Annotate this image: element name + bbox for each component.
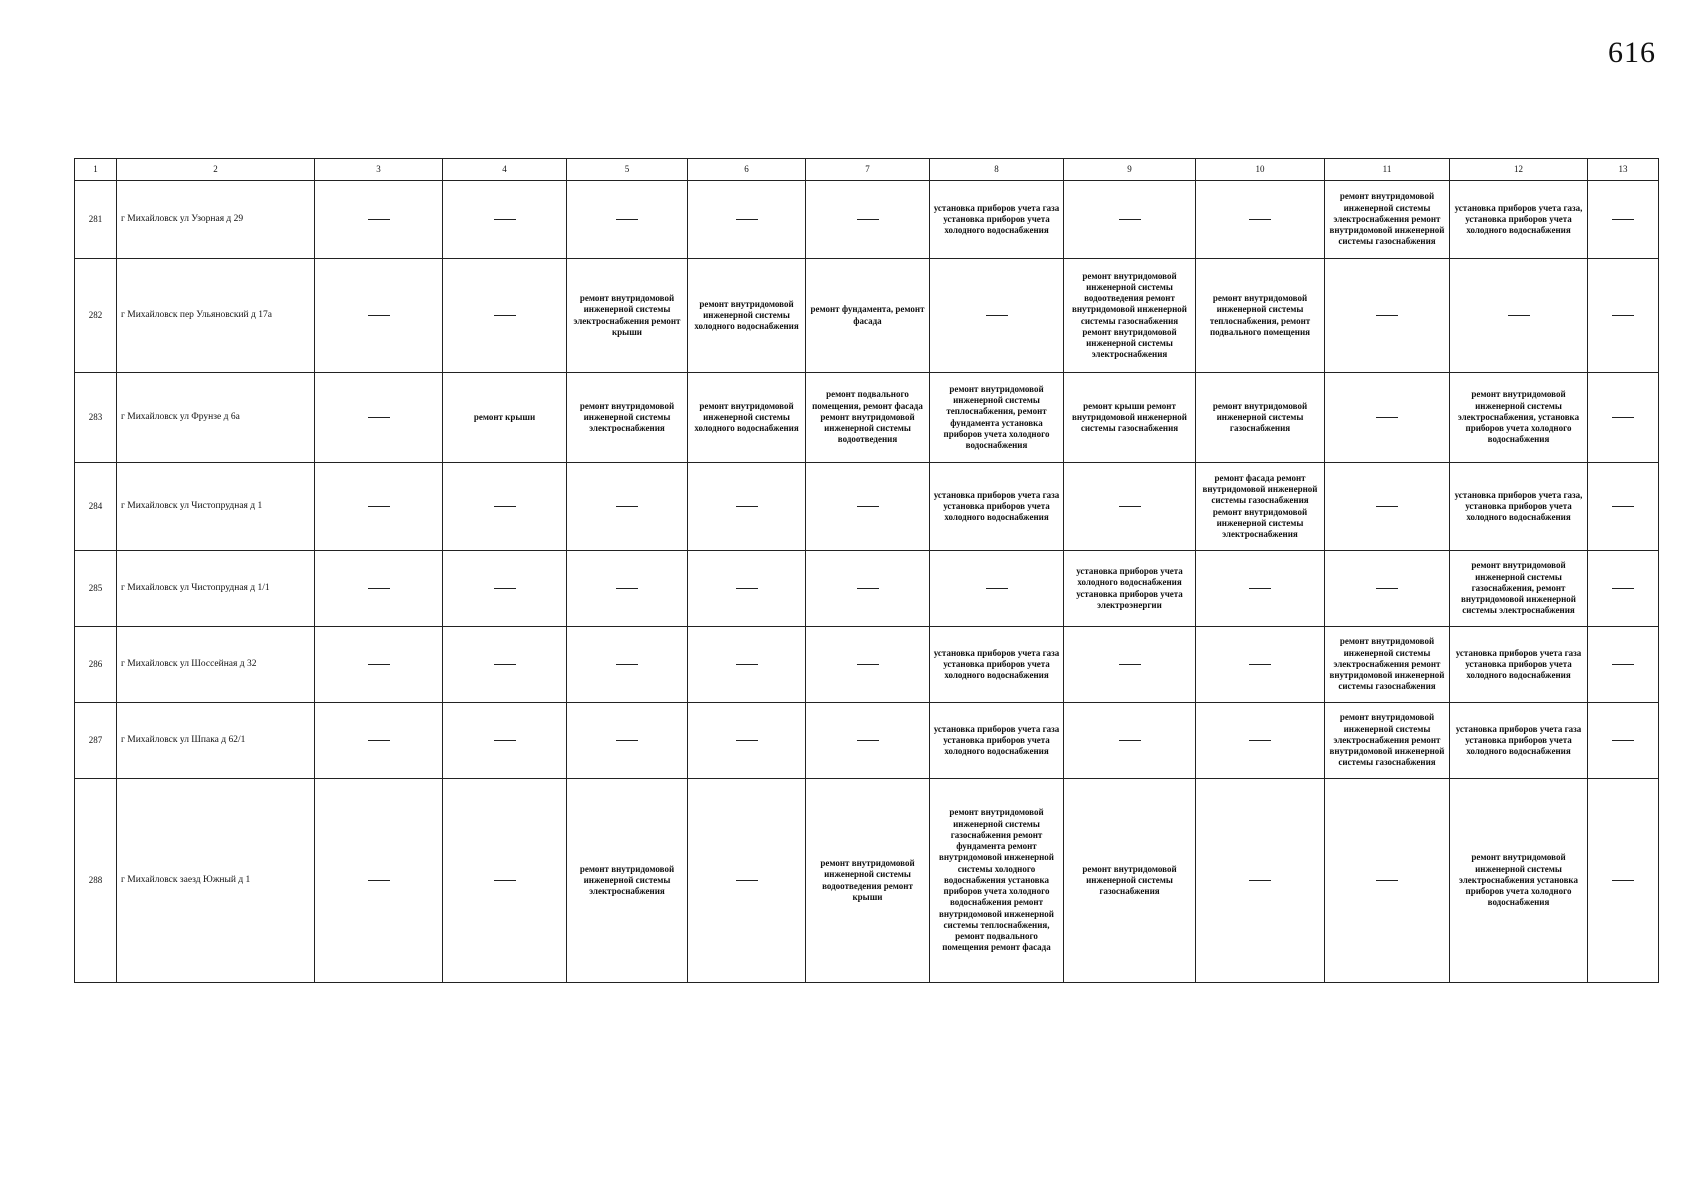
dash-mark [1376,315,1398,316]
address-cell: г Михайловск заезд Южный д 1 [117,779,315,983]
dash-mark [1612,219,1634,220]
dash-mark [1612,740,1634,741]
empty-cell [315,181,443,259]
dash-mark [986,588,1008,589]
empty-cell [1588,551,1659,627]
dash-mark [736,740,758,741]
dash-mark [494,315,516,316]
work-description-cell: ремонт фундамента, ремонт фасада [806,259,930,373]
empty-cell [567,627,688,703]
work-description-cell: ремонт подвального помещения, ремонт фасада ремонт внутридомовой инженерной системы водоотведения [806,373,930,463]
column-header: 5 [567,159,688,181]
empty-cell [806,703,930,779]
dash-mark [1249,740,1271,741]
dash-mark [857,506,879,507]
empty-cell [567,181,688,259]
empty-cell [1196,181,1325,259]
dash-mark [1612,588,1634,589]
dash-mark [494,506,516,507]
empty-cell [1588,779,1659,983]
dash-mark [1612,880,1634,881]
work-description-cell: ремонт внутридомовой инженерной системы электроснабжения установка приборов учета холодного водоснабжения [1450,779,1588,983]
table-row [75,551,1659,627]
empty-cell [806,181,930,259]
empty-cell [1325,779,1450,983]
table-row [75,181,1659,259]
row-number: 285 [75,551,117,627]
column-header: 3 [315,159,443,181]
empty-cell [315,627,443,703]
empty-cell [315,373,443,463]
column-number-header-row [75,159,1659,181]
empty-cell [443,627,567,703]
table-row [75,627,1659,703]
table-row [75,779,1659,983]
empty-cell [315,463,443,551]
dash-mark [1376,588,1398,589]
empty-cell [1196,551,1325,627]
work-description-cell: ремонт внутридомовой инженерной системы электроснабжения ремонт внутридомовой инженерной системы газоснабжения [1325,703,1450,779]
dash-mark [736,588,758,589]
dash-mark [1612,315,1634,316]
dash-mark [368,219,390,220]
column-header: 10 [1196,159,1325,181]
column-header: 4 [443,159,567,181]
work-description-cell: установка приборов учета холодного водоснабжения установка приборов учета электроэнергии [1064,551,1196,627]
dash-mark [857,588,879,589]
table-row [75,703,1659,779]
address-cell: г Михайловск ул Чистопрудная д 1 [117,463,315,551]
dash-mark [368,417,390,418]
row-number: 288 [75,779,117,983]
dash-mark [1376,880,1398,881]
dash-mark [736,664,758,665]
column-header: 12 [1450,159,1588,181]
column-header: 7 [806,159,930,181]
dash-mark [736,880,758,881]
work-description-cell: установка приборов учета газа установка приборов учета холодного водоснабжения [1450,703,1588,779]
dash-mark [368,740,390,741]
dash-mark [986,315,1008,316]
empty-cell [315,703,443,779]
work-description-cell: установка приборов учета газа установка приборов учета холодного водоснабжения [1450,627,1588,703]
empty-cell [1588,373,1659,463]
dash-mark [494,588,516,589]
work-description-cell: ремонт внутридомовой инженерной системы холодного водоснабжения [688,259,806,373]
address-cell: г Михайловск ул Узорная д 29 [117,181,315,259]
work-description-cell: ремонт внутридомовой инженерной системы водоотведения ремонт внутридомовой инженерной системы газоснабжения ремонт внутридомовой инженерной системы электроснабжения [1064,259,1196,373]
empty-cell [1588,703,1659,779]
empty-cell [688,627,806,703]
empty-cell [1064,703,1196,779]
address-cell: г Михайловск ул Шоссейная д 32 [117,627,315,703]
dash-mark [494,740,516,741]
empty-cell [443,779,567,983]
dash-mark [857,219,879,220]
dash-mark [616,219,638,220]
row-number: 287 [75,703,117,779]
column-header: 2 [117,159,315,181]
work-description-cell: установка приборов учета газа установка приборов учета холодного водоснабжения [930,463,1064,551]
row-number: 283 [75,373,117,463]
work-description-cell: ремонт внутридомовой инженерной системы электроснабжения, установка приборов учета холодного водоснабжения [1450,373,1588,463]
column-header: 13 [1588,159,1659,181]
column-header: 6 [688,159,806,181]
table-row [75,373,1659,463]
column-header: 11 [1325,159,1450,181]
empty-cell [1196,703,1325,779]
work-description-cell: ремонт внутридомовой инженерной системы электроснабжения [567,779,688,983]
empty-cell [1196,779,1325,983]
dash-mark [368,315,390,316]
dash-mark [368,664,390,665]
dash-mark [1249,588,1271,589]
empty-cell [443,551,567,627]
empty-cell [1325,463,1450,551]
dash-mark [494,219,516,220]
empty-cell [1325,259,1450,373]
page-number: 616 [1608,36,1656,69]
empty-cell [930,551,1064,627]
dash-mark [857,664,879,665]
empty-cell [806,463,930,551]
dash-mark [494,664,516,665]
work-description-cell: установка приборов учета газа установка приборов учета холодного водоснабжения [930,627,1064,703]
dash-mark [1249,664,1271,665]
empty-cell [1588,259,1659,373]
column-header: 9 [1064,159,1196,181]
dash-mark [1376,506,1398,507]
dash-mark [1612,664,1634,665]
dash-mark [616,740,638,741]
table-row [75,463,1659,551]
row-number: 281 [75,181,117,259]
work-description-cell: ремонт внутридомовой инженерной системы теплоснабжения, ремонт подвального помещения [1196,259,1325,373]
dash-mark [736,506,758,507]
column-header: 8 [930,159,1064,181]
empty-cell [1325,373,1450,463]
empty-cell [443,703,567,779]
dash-mark [1249,219,1271,220]
empty-cell [806,627,930,703]
dash-mark [1119,740,1141,741]
row-number: 282 [75,259,117,373]
dash-mark [616,664,638,665]
row-number: 284 [75,463,117,551]
empty-cell [1588,181,1659,259]
empty-cell [1064,463,1196,551]
table-row [75,259,1659,373]
work-description-cell: ремонт внутридомовой инженерной системы электроснабжения ремонт крыши [567,259,688,373]
empty-cell [567,551,688,627]
empty-cell [1064,181,1196,259]
dash-mark [1119,219,1141,220]
dash-mark [1376,417,1398,418]
dash-mark [736,219,758,220]
address-cell: г Михайловск пер Ульяновский д 17а [117,259,315,373]
dash-mark [1612,506,1634,507]
address-cell: г Михайловск ул Шпака д 62/1 [117,703,315,779]
repair-schedule-table [74,158,1659,983]
empty-cell [688,551,806,627]
empty-cell [1064,627,1196,703]
dash-mark [368,880,390,881]
address-cell: г Михайловск ул Фрунзе д 6а [117,373,315,463]
row-number: 286 [75,627,117,703]
work-description-cell: ремонт крыши ремонт внутридомовой инженерной системы газоснабжения [1064,373,1196,463]
empty-cell [315,551,443,627]
column-header: 1 [75,159,117,181]
work-description-cell: ремонт внутридомовой инженерной системы газоснабжения ремонт фундамента ремонт внутридомовой инженерной системы холодного водоснабжения установка приборов учета холодного водоснабжения ремонт внутридомовой инженерной системы теплоснабжения, ремонт подвального помещения ремонт фасада [930,779,1064,983]
empty-cell [1588,627,1659,703]
empty-cell [1588,463,1659,551]
work-description-cell: ремонт внутридомовой инженерной системы газоснабжения, ремонт внутридомовой инженерной системы электроснабжения [1450,551,1588,627]
dash-mark [616,506,638,507]
dash-mark [1249,880,1271,881]
empty-cell [806,551,930,627]
work-description-cell: ремонт внутридомовой инженерной системы газоснабжения [1196,373,1325,463]
work-description-cell: ремонт внутридомовой инженерной системы теплоснабжения, ремонт фундамента установка приборов учета холодного водоснабжения [930,373,1064,463]
dash-mark [1612,417,1634,418]
work-description-cell: ремонт внутридомовой инженерной системы электроснабжения ремонт внутридомовой инженерной системы газоснабжения [1325,627,1450,703]
work-description-cell: ремонт внутридомовой инженерной системы холодного водоснабжения [688,373,806,463]
work-description-cell: ремонт крыши [443,373,567,463]
empty-cell [443,463,567,551]
work-description-cell: установка приборов учета газа установка приборов учета холодного водоснабжения [930,181,1064,259]
dash-mark [857,740,879,741]
work-description-cell: ремонт внутридомовой инженерной системы электроснабжения ремонт внутридомовой инженерной системы газоснабжения [1325,181,1450,259]
dash-mark [1119,664,1141,665]
dash-mark [616,588,638,589]
work-description-cell: установка приборов учета газа, установка приборов учета холодного водоснабжения [1450,181,1588,259]
dash-mark [368,588,390,589]
work-description-cell: установка приборов учета газа установка приборов учета холодного водоснабжения [930,703,1064,779]
empty-cell [688,181,806,259]
empty-cell [1325,551,1450,627]
work-description-cell: установка приборов учета газа, установка приборов учета холодного водоснабжения [1450,463,1588,551]
dash-mark [494,880,516,881]
empty-cell [1196,627,1325,703]
dash-mark [368,506,390,507]
empty-cell [567,703,688,779]
empty-cell [688,779,806,983]
dash-mark [1508,315,1530,316]
empty-cell [688,703,806,779]
empty-cell [1450,259,1588,373]
dash-mark [1119,506,1141,507]
work-description-cell: ремонт фасада ремонт внутридомовой инженерной системы газоснабжения ремонт внутридомовой инженерной системы электроснабжения [1196,463,1325,551]
work-description-cell: ремонт внутридомовой инженерной системы водоотведения ремонт крыши [806,779,930,983]
empty-cell [930,259,1064,373]
address-cell: г Михайловск ул Чистопрудная д 1/1 [117,551,315,627]
empty-cell [315,259,443,373]
empty-cell [443,259,567,373]
empty-cell [443,181,567,259]
work-description-cell: ремонт внутридомовой инженерной системы газоснабжения [1064,779,1196,983]
empty-cell [688,463,806,551]
work-description-cell: ремонт внутридомовой инженерной системы электроснабжения [567,373,688,463]
empty-cell [567,463,688,551]
empty-cell [315,779,443,983]
